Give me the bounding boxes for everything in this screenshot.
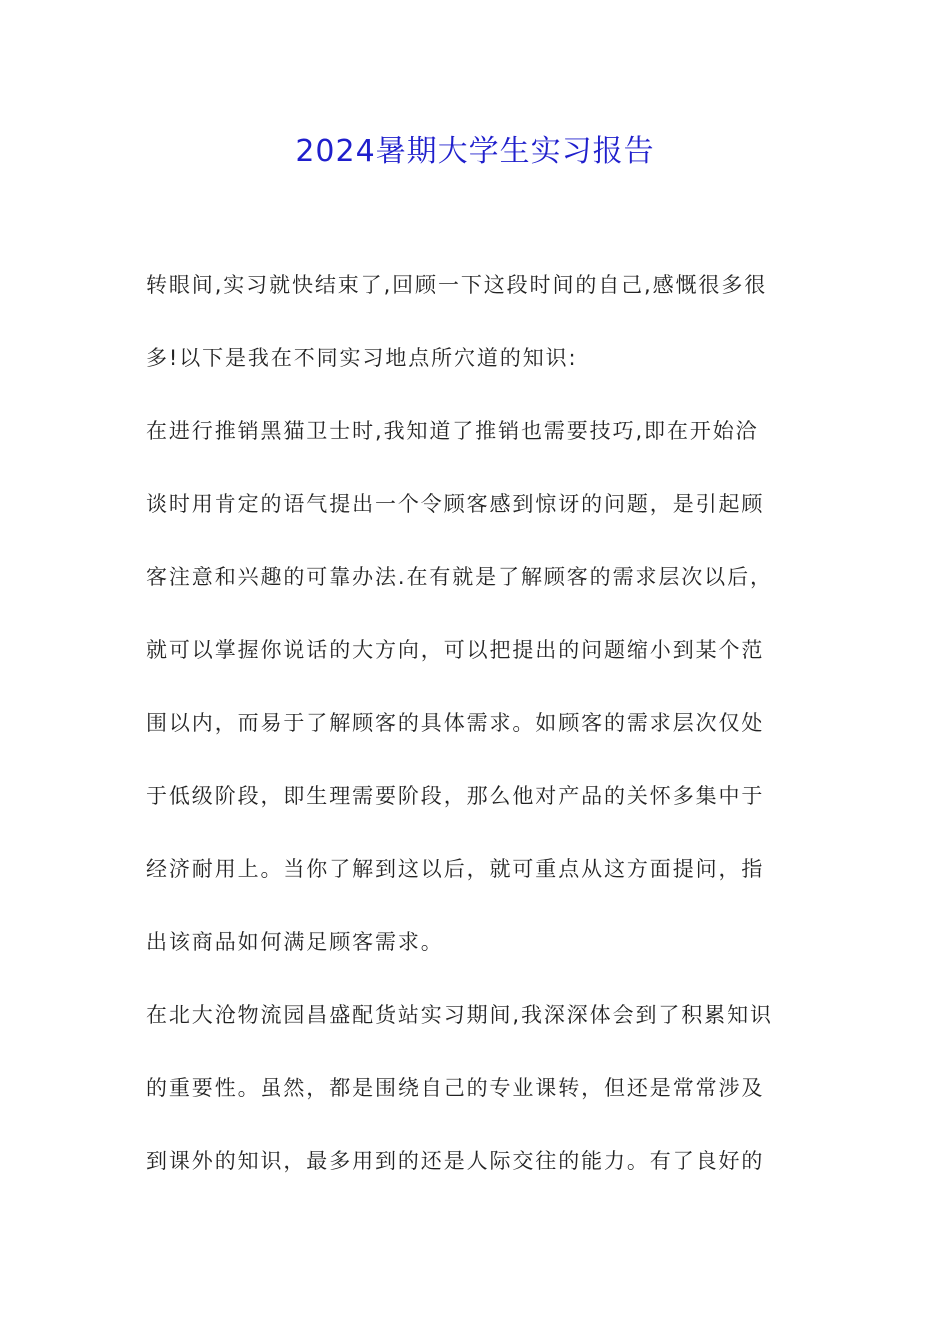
text-line: 就可以掌握你说话的大方向，可以把提出的问题缩小到某个范 — [146, 638, 765, 662]
text-line: 到课外的知识，最多用到的还是人际交往的能力。有了良好的 — [146, 1149, 765, 1173]
text-line: 出该商品如何满足顾客需求。 — [146, 930, 444, 954]
text-line: 客注意和兴趣的可靠办法.在有就是了解顾客的需求层次以后， — [146, 565, 773, 589]
paragraph-sales — [146, 408, 806, 965]
document-title: 2024暑期大学生实习报告 — [295, 134, 655, 169]
paragraph-intro — [146, 262, 806, 381]
text-line: 转眼间,实习就快结束了,回顾一下这段时间的自己,感慨很多很 — [146, 273, 768, 297]
text-line: 于低级阶段，即生理需要阶段，那么他对产品的关怀多集中于 — [146, 784, 765, 808]
text-line: 经济耐用上。当你了解到这以后，就可重点从这方面提问，指 — [146, 857, 765, 881]
text-line: 在北大沧物流园昌盛配货站实习期间,我深深体会到了积累知识 — [146, 1003, 773, 1027]
text-line: 多!以下是我在不同实习地点所穴道的知识: — [146, 346, 578, 370]
paragraph-logistics — [146, 992, 806, 1184]
text-line: 在进行推销黑猫卫士时,我知道了推销也需要技巧,即在开始洽 — [146, 419, 759, 443]
text-line: 谈时用肯定的语气提出一个令顾客感到惊讶的问题，是引起顾 — [146, 492, 765, 516]
document-body — [146, 262, 806, 1211]
text-line: 围以内，而易于了解顾客的具体需求。如顾客的需求层次仅处 — [146, 711, 765, 735]
text-line: 的重要性。虽然，都是围绕自己的专业课转，但还是常常涉及 — [146, 1076, 765, 1100]
